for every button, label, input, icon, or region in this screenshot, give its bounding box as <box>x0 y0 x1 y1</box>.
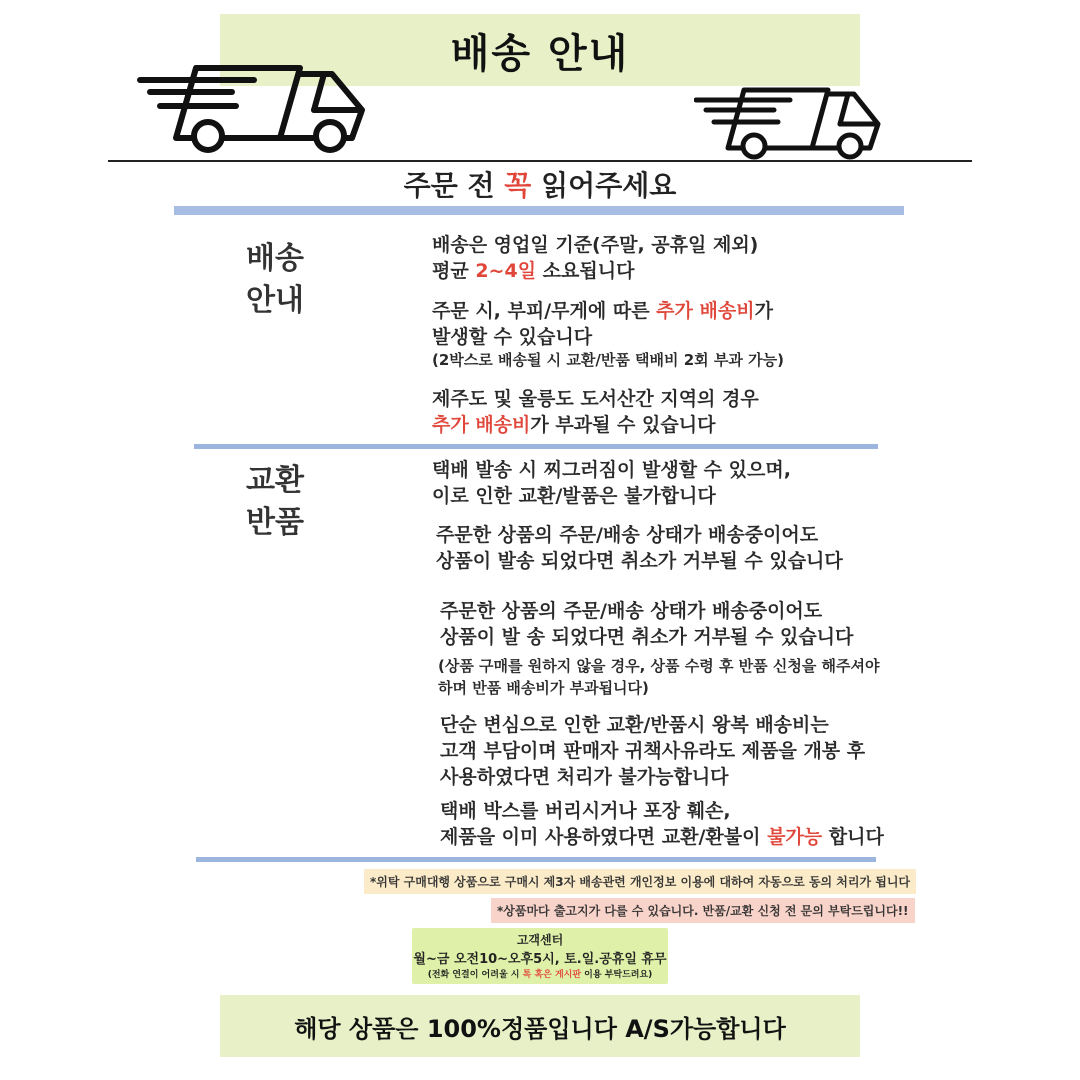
returns-paragraph-1 <box>432 457 791 509</box>
section-title-line: 배송 <box>246 241 304 276</box>
highlight-text: 불가능 <box>767 826 823 848</box>
customer-center-hours: 월~금 오전10~오후5시, 토.일.공휴일 휴무 <box>413 952 667 967</box>
text-line: 추가 배송비가 부과될 수 있습니다 <box>432 414 716 436</box>
text-line: 단순 변심으로 인한 교환/반품시 왕복 배송비는 <box>440 714 829 736</box>
text-line: 제주도 및 울릉도 도서산간 지역의 경우 <box>432 388 759 410</box>
text-line: 주문한 상품의 주문/배송 상태가 배송중이어도 <box>440 600 823 622</box>
page-title: 배송 안내 <box>450 30 630 77</box>
subtitle-highlight: 꼭 <box>504 169 532 202</box>
highlight-text: 톡 혹은 게시판 <box>522 970 582 980</box>
section-title-line: 교환 <box>246 463 304 498</box>
section-title-line: 반품 <box>246 505 304 540</box>
customer-center-title: 고객센터 <box>516 933 564 947</box>
returns-paragraph-5 <box>440 798 884 850</box>
delivery-truck-icon <box>694 82 884 162</box>
shipping-paragraph-1 <box>432 232 758 284</box>
text-line: 주문 시, 부피/무게에 따른 추가 배송비가 <box>432 300 773 322</box>
returns-paragraph-4 <box>440 712 865 790</box>
text-line: (상품 구매를 원하지 않을 경우, 상품 수령 후 반품 신청을 해주셔야 <box>438 657 880 675</box>
footer-banner <box>220 995 860 1057</box>
customer-center-box <box>412 928 668 984</box>
highlight-text: 추가 배송비 <box>656 300 755 322</box>
highlight-text: 추가 배송비 <box>432 414 531 436</box>
section-title-returns <box>246 460 304 544</box>
header-divider <box>108 160 972 162</box>
shipping-paragraph-2 <box>432 298 773 350</box>
subtitle-text: 읽어주세요 <box>531 169 677 202</box>
text-line: 주문한 상품의 주문/배송 상태가 배송중이어도 <box>436 524 819 546</box>
text-line: 상품이 발송 되었다면 취소가 거부될 수 있습니다 <box>436 550 843 572</box>
text-line: 평균 2~4일 소요됩니다 <box>432 260 635 282</box>
origin-notice: *상품마다 출고지가 다를 수 있습니다. 반품/교환 신청 전 문의 부탁드립니다!! <box>491 898 915 923</box>
shipping-note: (2박스로 배송될 시 교환/반품 택배비 2회 부과 가능) <box>432 351 784 369</box>
subtitle <box>0 164 1080 204</box>
text-line: 택배 발송 시 찌그러짐이 발생할 수 있으며, <box>432 459 791 481</box>
footer-banner-text: 해당 상품은 100%정품입니다 A/S가능합니다 <box>294 1014 786 1043</box>
delivery-truck-icon <box>136 60 372 156</box>
subtitle-text: 주문 전 <box>403 169 505 202</box>
customer-center-contact: (전화 연결이 어려울 시 톡 혹은 게시판 이용 부탁드려요) <box>427 970 653 980</box>
returns-note <box>438 655 880 699</box>
section-title-line: 안내 <box>246 283 304 318</box>
section-title-shipping <box>246 238 304 322</box>
highlight-text: 2~4일 <box>475 260 537 282</box>
section-divider <box>174 206 904 215</box>
returns-paragraph-2 <box>436 522 843 574</box>
text-line: 배송은 영업일 기준(주말, 공휴일 제외) <box>432 234 759 256</box>
shipping-paragraph-3 <box>432 386 759 438</box>
returns-paragraph-3 <box>440 598 853 650</box>
text-line: 고객 부담이며 판매자 귀책사유라도 제품을 개봉 후 <box>440 740 866 762</box>
text-line: 상품이 발 송 되었다면 취소가 거부될 수 있습니다 <box>440 626 854 648</box>
privacy-notice: *위탁 구매대행 상품으로 구매시 제3자 배송관련 개인정보 이용에 대하여 자동으로 동의 처리가 됩니다 <box>364 869 916 894</box>
text-line: 하며 반품 배송비가 부과됩니다) <box>438 679 649 697</box>
section-divider <box>194 444 878 449</box>
text-line: 발생할 수 있습니다 <box>432 326 593 348</box>
text-line: 택배 박스를 버리시거나 포장 훼손, <box>440 800 731 822</box>
section-divider <box>196 857 876 862</box>
text-line: 이로 인한 교환/발품은 불가합니다 <box>432 485 716 507</box>
text-line: 사용하였다면 처리가 불가능합니다 <box>440 766 729 788</box>
text-line: 제품을 이미 사용하였다면 교환/환불이 불가능 합니다 <box>440 826 884 848</box>
